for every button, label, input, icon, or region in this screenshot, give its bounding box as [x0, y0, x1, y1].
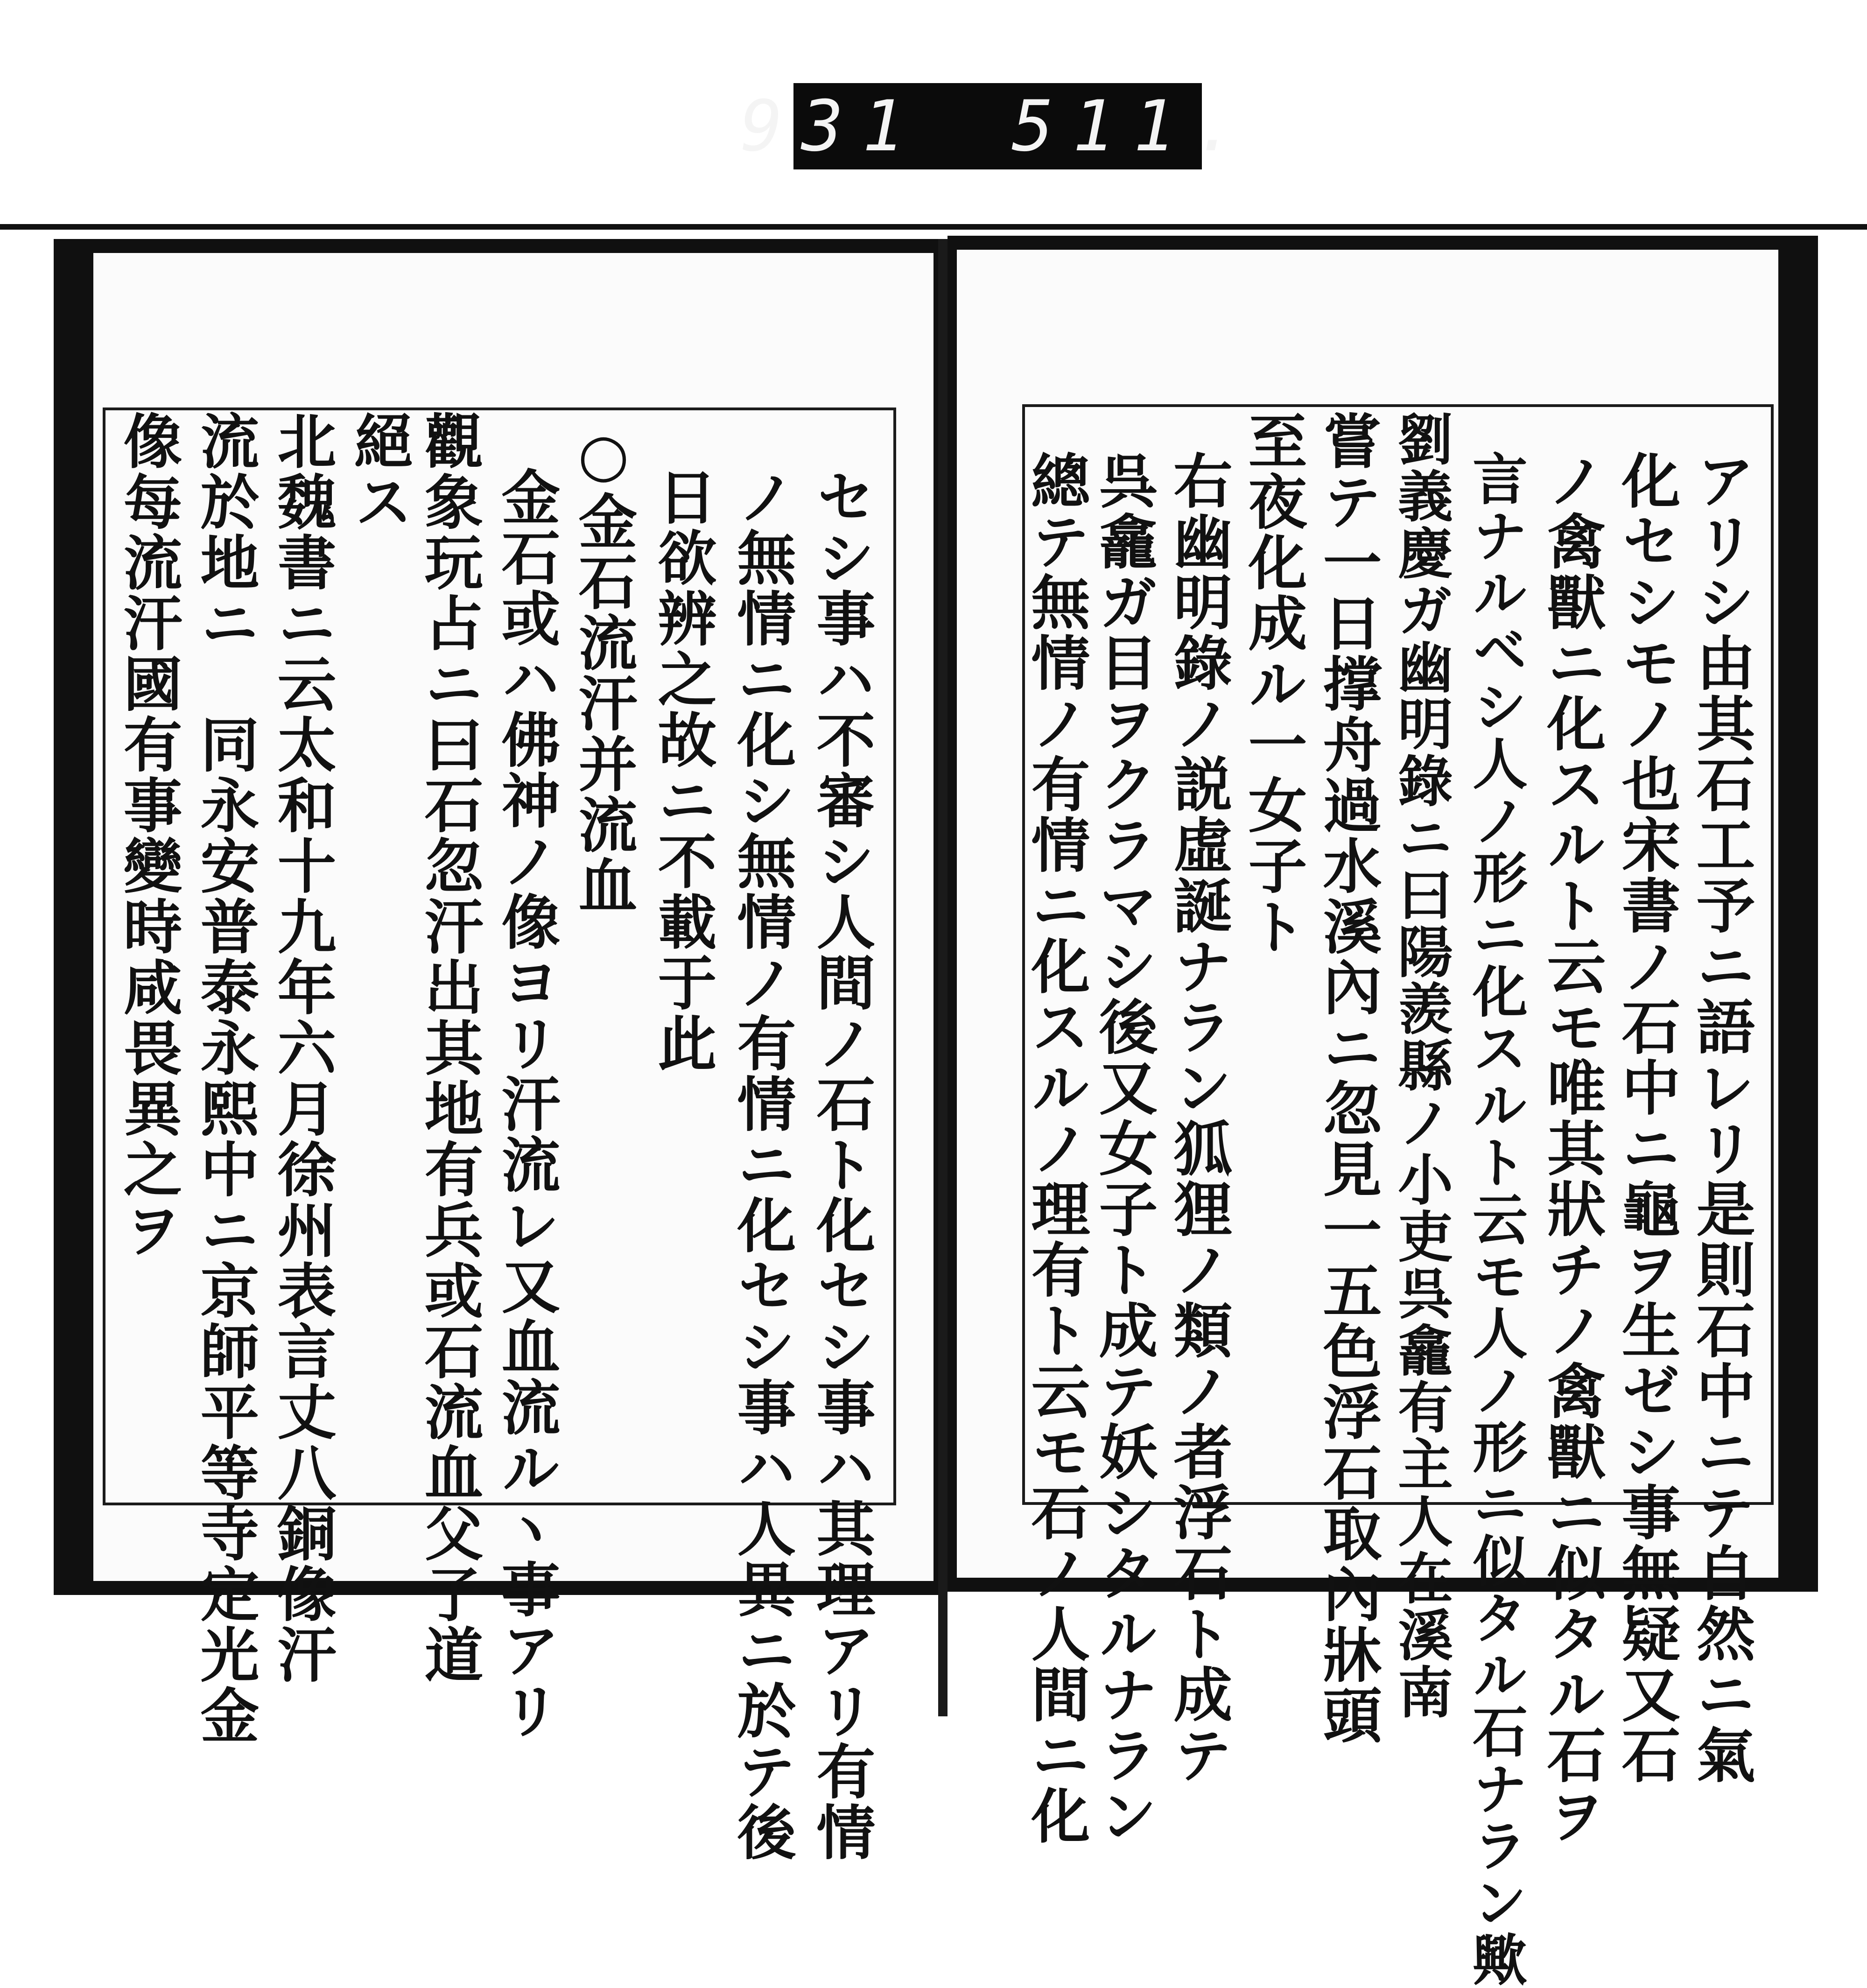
right-text-column-4: 言ナルベシ人ノ形ニ化スルト云モ人ノ形ニ似タル石ナラン歟 [1463, 450, 1528, 1988]
right-text-column-5: 劉義慶ガ幽明錄ニ曰陽羨縣ノ小吏呉龕有主人在溪南 [1389, 411, 1453, 1721]
right-text-column-2: 化セシモノ也宋書ノ石中ニ龜ヲ生ゼシ事無疑又石 [1612, 450, 1681, 1785]
scan-header-rule [0, 224, 1867, 230]
catalog-number-label [740, 83, 1255, 169]
left-text-column-1: セシ事ハ不審シ人間ノ石ト化セシ事ハ其理アリ有情 [807, 467, 876, 1862]
left-text-column-2: ノ無情ニ化シ無情ノ有情ニ化セシ事ハ人異ニ於テ後 [728, 467, 797, 1862]
book-gutter [938, 239, 948, 1716]
left-text-column-8: 北魏書ニ云太和十九年六月徐州表言丈八銅像汗 [268, 411, 337, 1685]
left-text-column-3: 日欲辨之故ニ不載于此 [648, 467, 717, 1074]
right-text-column-3: ノ禽獸ニ化スルト云モ唯其狀チノ禽獸ニ似タル石ヲ [1537, 450, 1607, 1846]
right-text-column-1: アリシ由其石工予ニ語レリ是則石中ニテ自然ニ氣 [1687, 450, 1756, 1785]
catalog-number-right: 511. [1011, 85, 1255, 167]
left-text-column-10: 像每流汗國有事變時咸畏異之ヲ [114, 411, 183, 1260]
left-text-column-6: 觀象玩占ニ曰石忽汗出其地有兵或石流血父子道 [415, 411, 484, 1685]
catalog-number-left: 931 [740, 85, 923, 167]
left-text-column-7: 絕ス [345, 411, 414, 532]
left-text-column-5: 金石或ハ佛神ノ像ヨリ汗流レ又血流ルヽ事アリ [492, 467, 561, 1741]
right-text-column-8: 右幽明錄ノ説虛誕ナラン狐狸ノ類ノ者浮石ト成テ [1164, 450, 1233, 1785]
left-heading-column: ○金石流汗并流血 [569, 420, 638, 916]
right-text-column-10: 總テ無情ノ有情ニ化スルノ理有ト云モ石ノ人間ニ化 [1022, 450, 1091, 1846]
left-text-column-9: 流於地ニ 同永安普泰永熙中ニ京師平等寺定光金 [191, 411, 260, 1746]
right-text-column-6: 嘗テ一日撑舟過水溪內ニ忽見一五色浮石取內牀頭 [1313, 411, 1383, 1746]
right-text-column-9: 呉龕ガ目ヲクラマシ後又女子ト成テ妖シタルナラン [1089, 450, 1158, 1846]
right-text-column-7: 至夜化成ル一女子ト [1239, 411, 1308, 957]
